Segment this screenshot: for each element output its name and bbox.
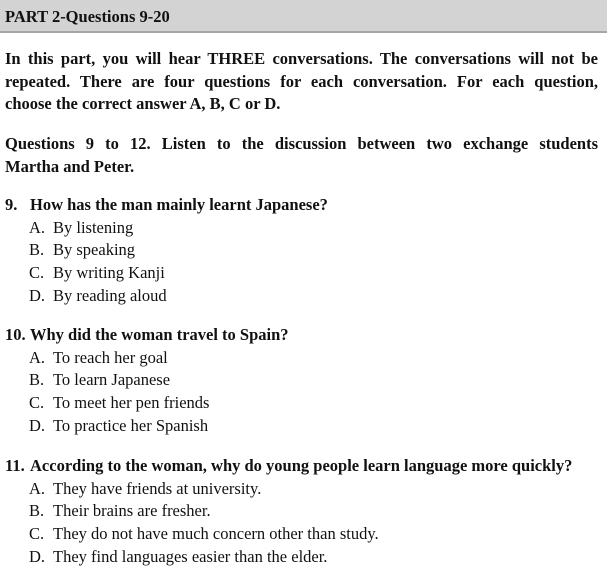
option-letter: B. (29, 501, 45, 521)
option-text: They find languages easier than the elder. (53, 546, 328, 566)
option-b (29, 239, 605, 262)
intro-paragraph (5, 48, 598, 116)
instruction-line: Martha and Peter. (5, 156, 135, 176)
answer-options (5, 347, 605, 438)
option-letter: A. (29, 347, 46, 367)
option-letter: D. (29, 285, 46, 305)
option-a (29, 217, 605, 240)
option-text: By reading aloud (53, 285, 167, 305)
option-text: By speaking (53, 240, 136, 260)
option-letter: A. (29, 217, 46, 237)
option-c (29, 523, 605, 546)
option-d (29, 285, 605, 308)
option-letter: C. (29, 263, 45, 283)
option-text: By writing Kanji (53, 263, 165, 283)
option-letter: C. (29, 524, 45, 544)
option-letter: C. (29, 393, 45, 413)
option-text: Their brains are fresher. (53, 501, 211, 521)
section-title: PART 2-Questions 9-20 (5, 7, 170, 26)
question-number: 9. (5, 195, 18, 214)
option-letter: B. (29, 240, 45, 260)
option-letter: A. (29, 478, 46, 498)
question-text: According to the woman, why do young people learn language more quickly? (30, 456, 573, 475)
question-text: Why did the woman travel to Spain? (30, 325, 289, 344)
question-10 (5, 324, 605, 438)
intro-line: repeated. There are four questions for each conversation. For each question, (5, 71, 598, 91)
option-a (29, 347, 605, 370)
option-text: To practice her Spanish (53, 415, 209, 435)
answer-options (5, 217, 605, 308)
option-d (29, 415, 605, 438)
option-text: To reach her goal (53, 347, 168, 367)
option-text: They have friends at university. (53, 478, 262, 498)
option-d (29, 546, 605, 569)
question-11 (5, 455, 605, 569)
option-text: To learn Japanese (53, 370, 171, 390)
option-letter: B. (29, 370, 45, 390)
question-9 (5, 194, 605, 308)
section-header (0, 0, 607, 33)
option-letter: D. (29, 415, 46, 435)
question-number: 10. (5, 325, 26, 344)
question-stem (5, 194, 605, 217)
option-b (29, 500, 605, 523)
option-c (29, 262, 605, 285)
intro-line: choose the correct answer A, B, C or D. (5, 94, 281, 113)
instruction-line: Questions 9 to 12. Listen to the discussion between two exchange students (5, 134, 598, 153)
question-text: How has the man mainly learnt Japanese? (30, 195, 328, 214)
option-a (29, 478, 605, 501)
option-b (29, 369, 605, 392)
option-letter: D. (29, 546, 46, 566)
question-stem (5, 324, 605, 347)
question-stem (5, 455, 605, 478)
option-text: They do not have much concern other than study. (53, 524, 379, 544)
intro-line: In this part, you will hear THREE conversations. The conversations will not be (5, 49, 598, 68)
option-text: To meet her pen friends (53, 393, 210, 413)
question-number: 11. (5, 456, 25, 475)
option-text: By listening (53, 217, 134, 237)
option-c (29, 392, 605, 415)
answer-options (5, 478, 605, 569)
instruction-paragraph (5, 133, 598, 178)
